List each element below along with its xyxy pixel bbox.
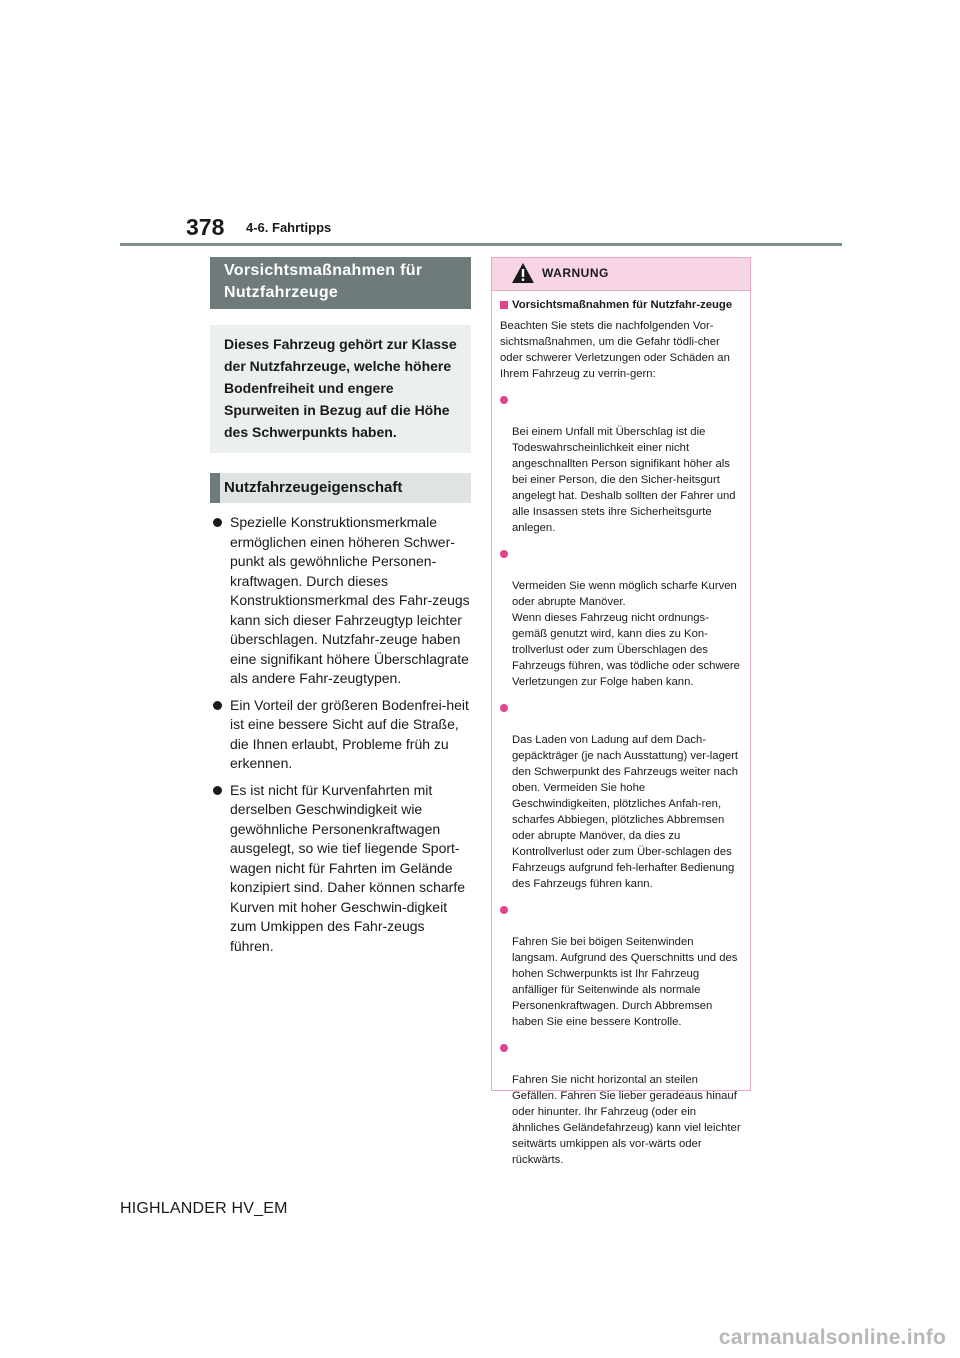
- bullet-text: Es ist nicht für Kurvenfahrten mit derselben Geschwindigkeit wie gewöhnliche Personenkraftwagen ausgelegt, so wie tief liegende Sport-wagen nicht für Fahrten im Gelände konzipiert sind. Daher können scharfe Kurven mit hoher Geschwin-digkeit zum Umkippen des Fahr-zeugs führen.: [230, 781, 466, 954]
- bullet-icon: [213, 786, 222, 795]
- warning-item-text: Vermeiden Sie wenn möglich scharfe Kurven oder abrupte Manöver. Wenn dieses Fahrzeug nicht ordnungs-gemäß genutzt wird, kann dies zu Kon-trollverlust oder zum Überschlagen des Fahrzeugs führen, was tödliche oder schwere Verletzungen zur Folge haben kann.: [512, 580, 740, 688]
- bullet-text: Spezielle Konstruktionsmerkmale ermöglichen einen höheren Schwer-punkt als gewöhnliche Personen-kraftwagen. Durch dieses Konstruktionsmerkmal des Fahr-zeugs kann sich dieser Fahrzeugtyp leichter überschlagen. Nutzfahr-zeuge haben eine signifikant höhere Überschlagrate als andere Fahr-zeugtypen.: [230, 514, 470, 686]
- pink-bullet-icon: [500, 704, 508, 712]
- warning-item-text: Fahren Sie nicht horizontal an steilen Gefällen. Fahren Sie lieber geradeaus hinauf oder hinunter. Ihr Fahrzeug (oder ein ähnliches Geländefahrzeug) kann viel leichter seitwärts umkippen als vor-wärts oder rückwärts.: [512, 1074, 741, 1166]
- list-item: [210, 513, 471, 689]
- warning-title: WARNUNG: [542, 266, 609, 280]
- bullet-icon: [213, 701, 222, 710]
- intro-box: Dieses Fahrzeug gehört zur Klasse der Nutzfahrzeuge, welche höhere Bodenfreiheit und engere Spurweiten in Bezug auf die Höhe des Schwerpunkts haben.: [210, 325, 471, 453]
- warning-box: [491, 257, 751, 1166]
- page-number: 378: [186, 214, 225, 240]
- main-column: [210, 257, 471, 963]
- pink-bullet-icon: [500, 906, 508, 914]
- warning-triangle-icon: [511, 262, 535, 284]
- watermark: carmanualsonline.info: [718, 1326, 946, 1349]
- warning-list: [500, 392, 742, 1168]
- warning-body: [492, 291, 750, 1168]
- square-bullet-icon: [500, 301, 508, 309]
- warning-subhead-text: Vorsichtsmaßnahmen für Nutzfahr-zeuge: [512, 299, 733, 311]
- warning-item-text: Fahren Sie bei böigen Seitenwinden langsam. Aufgrund des Querschnitts und des hohen Schwerpunkts ist Ihr Fahrzeug anfälliger für Seitenwinde als normale Personenkraftwagen. Durch Abbremsen haben Sie eine bessere Kontrolle.: [512, 936, 738, 1028]
- list-item: [500, 1040, 742, 1168]
- list-item: [210, 781, 471, 957]
- bullet-list: [210, 513, 471, 956]
- list-item: [500, 546, 742, 690]
- footer-model: HIGHLANDER HV_EM: [120, 1200, 288, 1217]
- bullet-text: Ein Vorteil der größeren Bodenfrei-heit ist eine bessere Sicht auf die Straße, die Ihnen erlaubt, Probleme früh zu erkennen.: [230, 696, 469, 771]
- warning-item-text: Das Laden von Ladung auf dem Dach-gepäckträger (je nach Ausstattung) ver-lagert den Schwerpunkt des Fahrzeugs weiter nach oben. Vermeiden Sie hohe Geschwindigkeiten, plötzliches Anfah-ren, scharfes Abbiegen, plötzliches Abbremsen oder abrupte Manöver, da dies zu Kontrollverlust oder zum Über-schlagen des Fahrzeugs aufgrund feh-lerhafter Bedienung des Fahrzeugs führen kann.: [512, 734, 739, 890]
- pink-bullet-icon: [500, 396, 508, 404]
- warning-header: [492, 258, 750, 291]
- list-item: [500, 700, 742, 892]
- warning-item-text: Bei einem Unfall mit Überschlag ist die Todeswahrscheinlichkeit einer nicht angeschnallten Person signifikant höher als bei einer Person, die den Sicher-heitsgurt angelegt hat. Deshalb sollten der Fahrer und alle Insassen stets ihre Sicherheitsgurte anlegen.: [512, 426, 736, 534]
- list-item: [500, 392, 742, 536]
- chapter-title: 4-6. Fahrtipps: [246, 220, 332, 235]
- pink-bullet-icon: [500, 1044, 508, 1052]
- section-title: Vorsichtsmaßnahmen für Nutzfahrzeuge: [210, 257, 471, 309]
- warning-intro: Beachten Sie stets die nachfolgenden Vor-sichtsmaßnahmen, um die Gefahr tödli-cher oder schwerer Verletzungen oder Schäden an Ihrem Fahrzeug zu verrin-gern:: [500, 320, 730, 380]
- pink-bullet-icon: [500, 550, 508, 558]
- header-divider: [120, 243, 842, 246]
- list-item: [210, 696, 471, 774]
- list-item: [500, 902, 742, 1030]
- subsection-title: Nutzfahrzeugeigenschaft: [210, 473, 471, 503]
- bullet-icon: [213, 518, 222, 527]
- warning-subhead: [500, 298, 742, 312]
